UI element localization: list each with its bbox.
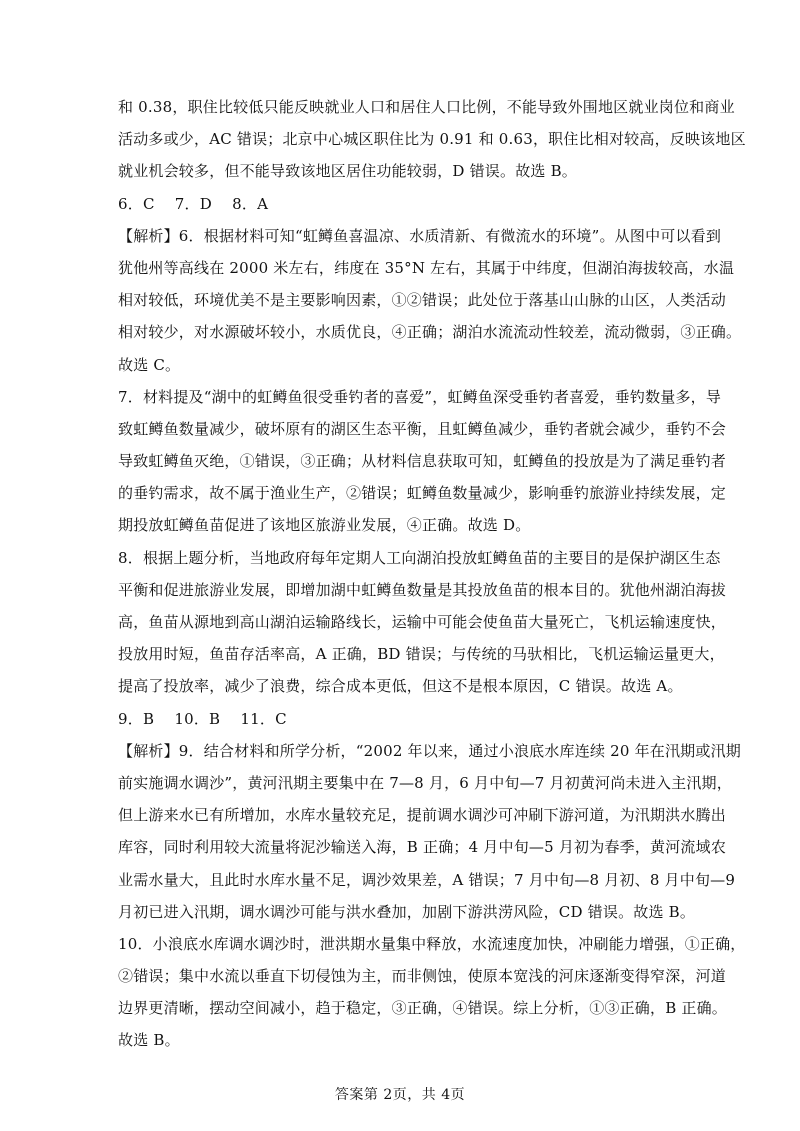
text-line: 活动多或少，AC 错误；北京中心城区职住比为 0.91 和 0.63，职住比相对较高，反映该地区	[118, 130, 746, 149]
text-line: 7．材料提及“湖中的虹鳟鱼很受垂钓者的喜爱”，虹鳟鱼深受垂钓者喜爱，垂钓数量多，导	[118, 387, 722, 406]
text-line: 8．根据上题分析，当地政府每年定期人工向湖泊投放虹鳟鱼苗的主要目的是保护湖区生态	[118, 548, 721, 567]
text-line: 库容，同时利用较大流量将泥沙输送入海，B 正确；4 月中旬—5 月初为春季，黄河流域农	[118, 838, 727, 857]
answer-key-line: 6．C 7．D 8．A	[118, 194, 269, 213]
answer-text	[118, 91, 746, 1057]
text-line: 就业机会较多，但不能导致该地区居住功能较弱，D 错误。故选 B。	[118, 162, 577, 181]
text-line: 故选 C。	[118, 355, 181, 374]
text-line: 但上游来水已有所增加，水库水量较充足，提前调水调沙可冲刷下游河道，为汛期洪水腾出	[118, 806, 727, 825]
text-line: 期投放虹鳟鱼苗促进了该地区旅游业发展，④正确。故选 D。	[118, 516, 531, 535]
text-line: 相对较少，对水源破坏较小，水质优良，④正确；湖泊水流流动性较差，流动微弱，③正确。	[118, 323, 742, 342]
page-footer: 答案第 2页，共 4页	[334, 1087, 466, 1103]
analysis-line: 【解析】9．结合材料和所学分析，“2002 年以来，通过小浪底水库连续 20 年在汛期或汛期	[118, 741, 741, 760]
text-line: 犹他州等高线在 2000 米左右，纬度在 35°N 左右，其属于中纬度，但湖泊海拔较高，水温	[118, 258, 735, 277]
text-line: 边界更清晰，摆动空间减小，趋于稳定，③正确，④错误。综上分析，①③正确，B 正确。	[118, 999, 727, 1018]
text-line: 10．小浪底水库调水调沙时，泄洪期水量集中释放，水流速度加快，冲刷能力增强，①正确，	[118, 934, 746, 953]
text-line: 相对较低，环境优美不是主要影响因素，①②错误；此处位于落基山山脉的山区，人类活动	[118, 291, 727, 310]
text-line: 的垂钓需求，故不属于渔业生产，②错误；虹鳟鱼数量减少，影响垂钓旅游业持续发展，定	[118, 484, 727, 503]
text-line: 前实施调水调沙”，黄河汛期主要集中在 7—8 月，6 月中旬—7 月初黄河尚未进入主汛期，	[118, 773, 732, 792]
text-line: 导致虹鳟鱼灭绝，①错误，③正确；从材料信息获取可知，虹鳟鱼的投放是为了满足垂钓者	[118, 452, 727, 471]
text-line: 故选 B。	[118, 1031, 180, 1050]
analysis-line: 【解析】6．根据材料可知“虹鳟鱼喜温凉、水质清新、有微流水的环境”。从图中可以看到	[118, 226, 722, 245]
text-line: 和 0.38，职住比较低只能反映就业人口和居住人口比例，不能导致外围地区就业岗位和商业	[118, 98, 735, 116]
text-line: 平衡和促进旅游业发展，即增加湖中虹鳟鱼数量是其投放鱼苗的根本目的。犹他州湖泊海拔	[118, 580, 727, 599]
text-line: 提高了投放率，减少了浪费，综合成本更低，但这不是根本原因，C 错误。故选 A。	[118, 677, 683, 696]
answer-key-line: 9．B 10．B 11．C	[118, 709, 287, 728]
text-line: 月初已进入汛期，调水调沙可能与洪水叠加，加剧下游洪涝风险，CD 错误。故选 B。	[118, 902, 696, 921]
text-line: 业需水量大，且此时水库水量不足，调沙效果差，A 错误；7 月中旬—8 月初、8 月中旬—9	[118, 870, 736, 889]
text-line: 致虹鳟鱼数量减少，破坏原有的湖区生态平衡，且虹鳟鱼减少，垂钓者就会减少，垂钓不会	[118, 419, 727, 438]
text-line: 高，鱼苗从源地到高山湖泊运输路线长，运输中可能会使鱼苗大量死亡，飞机运输速度快，	[118, 613, 727, 631]
text-line: 投放用时短，鱼苗存活率高，A 正确，BD 错误；与传统的马驮相比，飞机运输运量更大，	[118, 645, 725, 664]
text-line: ②错误；集中水流以垂直下切侵蚀为主，而非侧蚀，使原本宽浅的河床逐渐变得窄深，河道	[118, 967, 727, 986]
